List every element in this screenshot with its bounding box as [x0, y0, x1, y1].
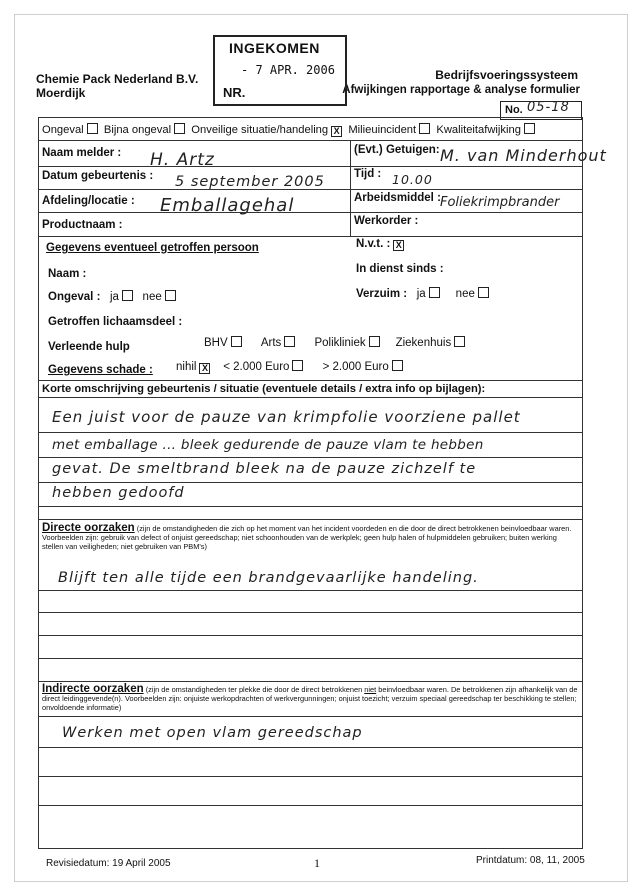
indirect-causes-not: niet: [364, 685, 377, 694]
ongeval-row: [48, 290, 176, 303]
nvt-label-text: N.v.t. :: [356, 238, 391, 250]
naam-melder-value[interactable]: H. Artz: [150, 150, 215, 170]
hulp-ziekenhuis-label: Ziekenhuis: [395, 337, 452, 349]
indirect-cause-line-1[interactable]: Werken met open vlam gereedschap: [62, 725, 363, 741]
section-divider: [38, 519, 582, 520]
row-divider: [38, 380, 582, 381]
incident-kwaliteit-label: Kwaliteitafwijking: [436, 124, 521, 136]
writing-line: [38, 506, 582, 507]
column-divider: [350, 140, 351, 236]
werkorder-label: Werkorder :: [354, 215, 419, 227]
row-divider: [38, 140, 582, 141]
hulp-options: [204, 336, 465, 349]
schade-low-label: < 2.000 Euro: [223, 361, 290, 373]
ongeval-label: Ongeval :: [48, 291, 101, 303]
description-line-4[interactable]: hebben gedoofd: [52, 485, 185, 501]
revision-date: Revisiedatum: 19 April 2005: [46, 858, 171, 869]
row-divider: [38, 166, 582, 167]
schade-high-label: > 2.000 Euro: [322, 361, 389, 373]
getuigen-value[interactable]: M. van Minderhout: [440, 146, 607, 165]
arbeidsmiddel-value[interactable]: Foliekrimpbrander: [440, 195, 560, 210]
writing-line: [38, 747, 582, 748]
system-title: Bedrijfsvoeringssysteem: [435, 68, 578, 82]
incident-kwaliteit-checkbox[interactable]: [524, 123, 535, 134]
naam-melder-label: Naam melder :: [42, 147, 122, 159]
schade-nihil-checkbox[interactable]: X: [199, 363, 210, 374]
company-location: Moerdijk: [36, 86, 86, 100]
direct-causes-header: [42, 524, 578, 551]
received-stamp: [213, 35, 347, 106]
indirect-causes-explanation-a: (zijn de omstandigheden ter plekke die door de direct betrokkenen: [145, 685, 363, 694]
incident-onveilig-label: Onveilige situatie/handeling: [191, 124, 329, 136]
afdeling-value[interactable]: Emballagehal: [160, 195, 295, 216]
incident-bijna-label: Bijna ongeval: [103, 124, 172, 136]
person-section-title: Gegevens eventueel getroffen persoon: [46, 242, 259, 254]
stamp-date: - 7 APR. 2006: [241, 63, 335, 77]
indirect-causes-title: Indirecte oorzaken: [42, 683, 144, 695]
verzuim-row: [356, 287, 489, 300]
report-number-label: No.: [505, 104, 523, 116]
ongeval-nee-label: nee: [142, 291, 162, 303]
writing-line: [38, 805, 582, 806]
tijd-label: Tijd :: [354, 168, 382, 180]
description-line-2[interactable]: met emballage ... bleek gedurende de pauze vlam te hebben: [52, 437, 484, 453]
indirect-causes-text: [42, 685, 578, 712]
incident-ongeval-checkbox[interactable]: [87, 123, 98, 134]
afdeling-label: Afdeling/locatie :: [42, 195, 135, 207]
verzuim-nee-label: nee: [455, 288, 475, 300]
writing-line: [38, 457, 582, 458]
arbeidsmiddel-label: Arbeidsmiddel :: [354, 192, 441, 204]
direct-causes-title: Directe oorzaken: [42, 522, 135, 534]
hulp-label: Verleende hulp: [48, 341, 130, 353]
hulp-polikliniek-label: Polikliniek: [314, 337, 366, 349]
indirect-causes-header: [42, 685, 578, 712]
incident-milieu-checkbox[interactable]: [419, 123, 430, 134]
incident-milieu-label: Milieuincident: [348, 124, 417, 136]
ongeval-nee-checkbox[interactable]: [165, 290, 176, 301]
verzuim-ja-checkbox[interactable]: [429, 287, 440, 298]
naam-label: Naam :: [48, 268, 87, 280]
section-divider: [38, 681, 582, 682]
datum-label: Datum gebeurtenis :: [42, 170, 154, 182]
writing-line: [38, 612, 582, 613]
direct-causes-explanation: (zijn de omstandigheden die zich op het moment van het incident voordeden en die door de direct betrokkenen beinvloedbaar waren. Voorbeelden zijn: gebruik van defect of onjuist gereedschap; niet schoonhouden van de werkplek; geen hulp halen of hulpmiddelen gebruiken; buiten werking stellen van veiligheden; niet gebruiken van PBM's): [42, 524, 572, 551]
row-divider: [38, 397, 582, 398]
hulp-polikliniek-checkbox[interactable]: [369, 336, 380, 347]
description-line-1[interactable]: Een juist voor de pauze van krimpfolie voorziene pallet: [52, 408, 521, 426]
ongeval-ja-checkbox[interactable]: [122, 290, 133, 301]
incident-ongeval-label: Ongeval: [42, 124, 84, 136]
in-dienst-label: In dienst sinds :: [356, 263, 444, 275]
description-title: Korte omschrijving gebeurtenis / situatie (eventuele details / extra info op bijlagen):: [42, 383, 486, 395]
indirect-causes-explanation-b: beinvloedbaar waren. De betrokkenen zijn afhankelijk van de direct leidinggevende(n). Voorbeelden zijn: onjuiste werkopdrachten of werkvergunningen; onjuist toezicht; verzuim speciaal gereedschap ter beschikking te stellen; onvoldoende informatie): [42, 685, 578, 712]
writing-line: [38, 590, 582, 591]
company-name: Chemie Pack Nederland B.V.: [36, 72, 199, 86]
incident-type-row: [42, 123, 535, 137]
writing-line: [38, 635, 582, 636]
schade-label: Gegevens schade :: [48, 364, 153, 376]
verzuim-nee-checkbox[interactable]: [478, 287, 489, 298]
hulp-ziekenhuis-checkbox[interactable]: [454, 336, 465, 347]
direct-causes-text: [42, 524, 578, 551]
incident-onveilig-checkbox[interactable]: X: [331, 126, 342, 137]
print-date: Printdatum: 08, 11, 2005: [476, 855, 585, 866]
hulp-bhv-label: BHV: [204, 337, 228, 349]
schade-nihil-label: nihil: [176, 361, 197, 373]
nvt-checkbox[interactable]: X: [393, 240, 404, 251]
stamp-nr-label: NR.: [223, 85, 246, 100]
schade-low-checkbox[interactable]: [292, 360, 303, 371]
hulp-arts-checkbox[interactable]: [284, 336, 295, 347]
schade-high-checkbox[interactable]: [392, 360, 403, 371]
tijd-value[interactable]: 10.00: [392, 172, 433, 187]
writing-line: [38, 716, 582, 717]
writing-line: [38, 776, 582, 777]
lichaamsdeel-label: Getroffen lichaamsdeel :: [48, 316, 183, 328]
direct-cause-line-1[interactable]: Blijft ten alle tijde een brandgevaarlijke handeling.: [58, 570, 479, 586]
row-divider: [38, 236, 582, 237]
productnaam-label: Productnaam :: [42, 219, 123, 231]
getuigen-label: (Evt.) Getuigen:: [354, 144, 440, 156]
hulp-bhv-checkbox[interactable]: [231, 336, 242, 347]
writing-line: [38, 432, 582, 433]
row-divider: [38, 189, 582, 190]
incident-bijna-checkbox[interactable]: [174, 123, 185, 134]
verzuim-ja-label: ja: [416, 288, 426, 300]
form-title: Afwijkingen rapportage & analyse formulier: [342, 84, 580, 96]
row-divider: [38, 212, 582, 213]
verzuim-label: Verzuim :: [356, 288, 408, 300]
page-number: 1: [314, 856, 320, 870]
stamp-title: INGEKOMEN: [229, 40, 320, 56]
schade-options: [176, 360, 403, 374]
hulp-arts-label: Arts: [260, 337, 282, 349]
report-number-value: 05-18: [527, 100, 570, 115]
description-line-3[interactable]: gevat. De smeltbrand bleek na de pauze zichzelf te: [52, 461, 477, 477]
writing-line: [38, 658, 582, 659]
datum-value[interactable]: 5 september 2005: [175, 174, 325, 190]
ongeval-ja-label: ja: [110, 291, 119, 303]
writing-line: [38, 482, 582, 483]
nvt-label: [356, 238, 404, 251]
